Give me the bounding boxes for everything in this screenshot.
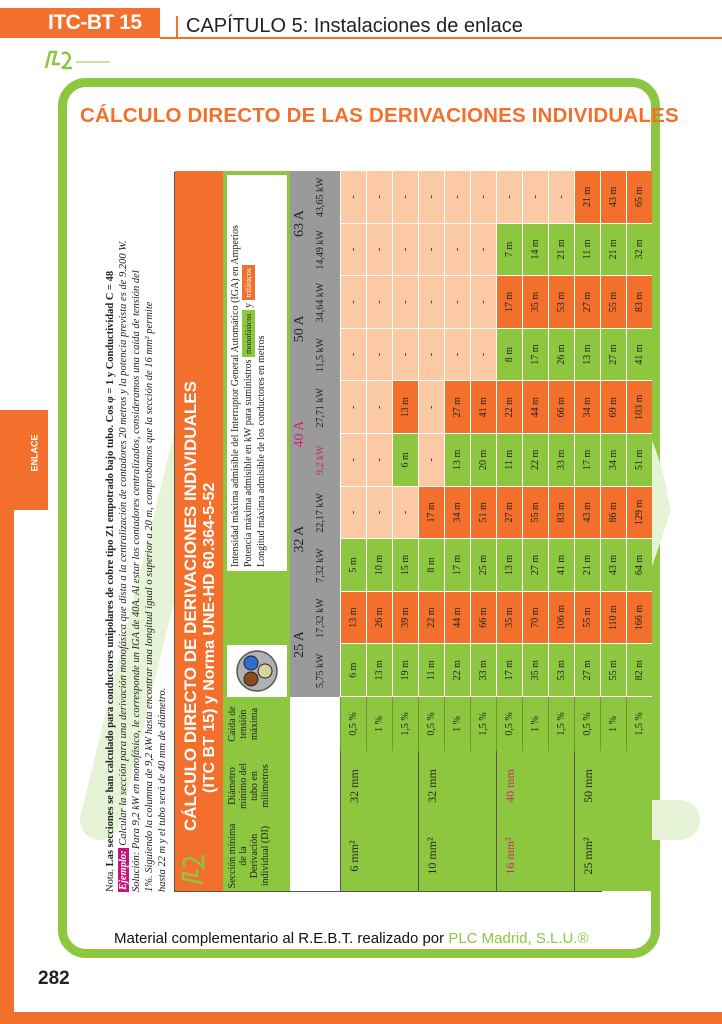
bottom-bar bbox=[0, 1012, 722, 1024]
length-cell: 55 m bbox=[522, 487, 548, 540]
length-cell: 13 m bbox=[366, 644, 392, 697]
length-cell: - bbox=[496, 171, 522, 224]
voltage-drop-cell: 1 % bbox=[366, 697, 392, 751]
length-cell: 64 m bbox=[626, 539, 652, 592]
length-cell: 19 m bbox=[392, 644, 418, 697]
length-cell: 17 m bbox=[496, 644, 522, 697]
length-cell: 13 m bbox=[496, 539, 522, 592]
length-cell: 22 m bbox=[496, 381, 522, 434]
length-cell: - bbox=[366, 224, 392, 277]
header-rule bbox=[160, 37, 722, 39]
voltage-drop-cell: 1 % bbox=[600, 697, 626, 751]
header-divider bbox=[176, 16, 178, 38]
length-cell: 11 m bbox=[496, 434, 522, 487]
desc-line-1: Intensidad máxima admisible del Interruptor General Automático (IGA) en Amperios bbox=[230, 225, 241, 567]
length-cell: 129 m bbox=[626, 487, 652, 540]
length-cell: 8 m bbox=[418, 539, 444, 592]
length-cell: 69 m bbox=[600, 381, 626, 434]
length-cell: - bbox=[392, 487, 418, 540]
length-cell: - bbox=[418, 171, 444, 224]
length-cell: - bbox=[366, 171, 392, 224]
length-cell: 82 m bbox=[626, 644, 652, 697]
solution-line-1: Solución: Para 9,2 kW en monofásico, le corresponde un IGA de 40A. Al estar los contadores centralizados, consideramos una caída de tensión del bbox=[131, 270, 142, 892]
length-cell: - bbox=[340, 224, 366, 277]
section-cell: 25 mm² bbox=[574, 821, 652, 891]
length-cell: - bbox=[470, 171, 496, 224]
length-cell: 34 m bbox=[444, 487, 470, 540]
chapter-title: CAPÍTULO 5: Instalaciones de enlace bbox=[186, 15, 523, 37]
length-cell: 15 m bbox=[392, 539, 418, 592]
length-cell: 32 m bbox=[626, 224, 652, 277]
length-cell: 27 m bbox=[444, 381, 470, 434]
length-cell: 55 m bbox=[600, 276, 626, 329]
power-header: 9,2 kW bbox=[315, 445, 326, 476]
power-header: 17,32 kW bbox=[315, 598, 326, 638]
table-logo-icon bbox=[181, 847, 205, 885]
amperage-header: 40 A bbox=[292, 420, 307, 448]
solution-line-2: 1%. Siguiendo la columna de 9,2 kW hasta encontrar una longitud igual o superior a 20 m, comprobamos que la sección de 16 mm² permite bbox=[144, 301, 155, 892]
voltage-drop-cell: 1,5 % bbox=[392, 697, 418, 751]
length-cell: - bbox=[366, 434, 392, 487]
page-number: 282 bbox=[38, 968, 70, 989]
note-text: Las secciones se han calculado para conductores unipolares de cobre tipo Z1 empotrado bajo tubo. Cos φ = 1 y Conductividad C = 48 bbox=[105, 270, 116, 867]
length-cell: 70 m bbox=[522, 592, 548, 645]
length-cell: - bbox=[392, 224, 418, 277]
length-cell: - bbox=[340, 381, 366, 434]
note-label: Nota. bbox=[105, 868, 116, 892]
length-cell: - bbox=[340, 329, 366, 382]
length-cell: 22 m bbox=[522, 434, 548, 487]
power-header: 34,64 kW bbox=[315, 282, 326, 323]
length-cell: 43 m bbox=[600, 171, 626, 224]
length-cell: 34 m bbox=[600, 434, 626, 487]
legend-and: y bbox=[243, 303, 254, 308]
note-line bbox=[104, 162, 117, 892]
length-cell: 166 m bbox=[626, 592, 652, 645]
length-cell: 17 m bbox=[496, 276, 522, 329]
power-header: 11,5 kW bbox=[315, 338, 326, 373]
length-cell: - bbox=[366, 381, 392, 434]
length-cell: - bbox=[470, 224, 496, 277]
power-header: 5,75 kW bbox=[315, 653, 326, 688]
side-strip bbox=[0, 510, 14, 1024]
footer-brand: PLC Madrid, S.L.U.® bbox=[448, 930, 589, 947]
length-cell: 25 m bbox=[470, 539, 496, 592]
chapter-code: ITC-BT 15 bbox=[48, 11, 142, 34]
length-cell: 53 m bbox=[548, 644, 574, 697]
section-side-tab bbox=[0, 410, 48, 510]
length-cell: - bbox=[418, 381, 444, 434]
length-cell: 106 m bbox=[548, 592, 574, 645]
length-cell: 86 m bbox=[600, 487, 626, 540]
footer-text: Material complementario al R.E.B.T. realizado por bbox=[114, 930, 449, 947]
length-cell: - bbox=[444, 329, 470, 382]
desc-line-2 bbox=[242, 179, 255, 567]
voltage-drop-cell: 0,5 % bbox=[418, 697, 444, 751]
length-cell: - bbox=[418, 329, 444, 382]
length-cell: 21 m bbox=[548, 224, 574, 277]
length-cell: 13 m bbox=[574, 329, 600, 382]
length-cell: 35 m bbox=[522, 644, 548, 697]
length-cell: - bbox=[522, 171, 548, 224]
length-cell: 26 m bbox=[548, 329, 574, 382]
length-cell: - bbox=[340, 171, 366, 224]
length-cell: - bbox=[366, 276, 392, 329]
footer-credit bbox=[114, 930, 589, 947]
voltage-drop-cell: 1 % bbox=[444, 697, 470, 751]
length-cell: 20 m bbox=[470, 434, 496, 487]
length-cell: - bbox=[340, 487, 366, 540]
length-cell: 83 m bbox=[548, 487, 574, 540]
length-cell: 11 m bbox=[574, 224, 600, 277]
length-cell: - bbox=[340, 434, 366, 487]
length-cell: - bbox=[444, 224, 470, 277]
length-cell: 17 m bbox=[418, 487, 444, 540]
length-cell: 13 m bbox=[392, 381, 418, 434]
amperage-row bbox=[290, 171, 312, 697]
length-cell: 33 m bbox=[470, 644, 496, 697]
section-cell: 16 mm² bbox=[496, 821, 574, 891]
chapter-code-tab bbox=[0, 8, 160, 38]
diameter-cell: 40 mm bbox=[496, 751, 574, 821]
example-line bbox=[117, 162, 130, 892]
length-cell: 27 m bbox=[522, 539, 548, 592]
length-cell: 33 m bbox=[548, 434, 574, 487]
length-cell: 26 m bbox=[366, 592, 392, 645]
example-text: Calcular la sección para una derivación monofásica que dista a la centralización de contadores 20 metros y la potencia prevista es de 9.200 W. bbox=[118, 240, 129, 846]
length-cell: - bbox=[548, 171, 574, 224]
diameter-cell: 50 mm bbox=[574, 751, 652, 821]
rotated-table-block bbox=[102, 154, 645, 904]
length-cell: 14 m bbox=[522, 224, 548, 277]
length-cell: 27 m bbox=[496, 487, 522, 540]
length-cell: 17 m bbox=[574, 434, 600, 487]
length-cell: 43 m bbox=[600, 539, 626, 592]
length-cell: 110 m bbox=[600, 592, 626, 645]
length-cell: - bbox=[392, 276, 418, 329]
length-cell: - bbox=[418, 224, 444, 277]
length-cell: 17 m bbox=[522, 329, 548, 382]
side-tab-label: ENLACE bbox=[29, 434, 40, 472]
power-header: 14,49 kW bbox=[315, 230, 326, 270]
voltage-drop-cell: 0,5 % bbox=[496, 697, 522, 751]
length-cell: 55 m bbox=[600, 644, 626, 697]
length-cell: 5 m bbox=[340, 539, 366, 592]
section-cell: 6 mm² bbox=[340, 821, 418, 891]
length-cell: 34 m bbox=[574, 381, 600, 434]
amperage-header: 32 A bbox=[292, 525, 307, 553]
legend-three-phase: trifásicos bbox=[242, 265, 255, 300]
legend-single-phase: monofásicos bbox=[242, 311, 255, 357]
length-cell: 65 m bbox=[626, 171, 652, 224]
power-header: 7,32 kW bbox=[315, 548, 326, 583]
voltage-drop-cell: 0,5 % bbox=[340, 697, 366, 751]
length-cell: 66 m bbox=[470, 592, 496, 645]
length-cell: 41 m bbox=[470, 381, 496, 434]
diameter-cell: 32 mm bbox=[340, 751, 418, 821]
length-cell: 22 m bbox=[418, 592, 444, 645]
length-cell: 55 m bbox=[574, 592, 600, 645]
length-cell: 13 m bbox=[444, 434, 470, 487]
derivations-table bbox=[174, 172, 645, 892]
cable-icon bbox=[227, 645, 287, 697]
amperage-header: 50 A bbox=[292, 315, 307, 343]
col-header-drop: Caída de tensión máxima bbox=[227, 706, 260, 742]
solution-line-3: hasta 22 m y el tubo será de 40 mm de diámetro. bbox=[157, 687, 168, 892]
length-cell: 39 m bbox=[392, 592, 418, 645]
power-row bbox=[312, 171, 340, 697]
voltage-drop-cell: 1 % bbox=[522, 697, 548, 751]
amperage-header: 25 A bbox=[292, 630, 307, 658]
length-cell: - bbox=[392, 329, 418, 382]
length-cell: 6 m bbox=[392, 434, 418, 487]
length-cell: 103 m bbox=[626, 381, 652, 434]
col-header-diameter: Diámetro mínimo del tubo en milímetros bbox=[227, 763, 271, 809]
table-description bbox=[227, 175, 287, 571]
length-cell: 44 m bbox=[444, 592, 470, 645]
length-cell: 35 m bbox=[496, 592, 522, 645]
length-cell: 11 m bbox=[418, 644, 444, 697]
length-cell: 35 m bbox=[522, 276, 548, 329]
voltage-drop-cell: 1,5 % bbox=[548, 697, 574, 751]
page-title: CÁLCULO DIRECTO DE LAS DERIVACIONES INDIVIDUALES bbox=[80, 104, 679, 127]
length-cell: - bbox=[418, 434, 444, 487]
length-cell: 27 m bbox=[574, 644, 600, 697]
length-cell: 6 m bbox=[340, 644, 366, 697]
voltage-drop-cell: 0,5 % bbox=[574, 697, 600, 751]
power-header: 27,71 kW bbox=[315, 387, 326, 428]
length-cell: 53 m bbox=[548, 276, 574, 329]
length-cell: - bbox=[444, 171, 470, 224]
desc-line-3: Longitud máxima admisible de los conductores en metros bbox=[256, 335, 267, 567]
length-cell: 21 m bbox=[600, 224, 626, 277]
length-cell: 13 m bbox=[340, 592, 366, 645]
length-cell: 41 m bbox=[626, 329, 652, 382]
length-cell: 51 m bbox=[470, 487, 496, 540]
desc-line-2-text: Potencia máxima admisible en kW para suministros bbox=[243, 359, 254, 567]
length-cell: - bbox=[418, 276, 444, 329]
power-header: 22,17 kW bbox=[315, 493, 326, 533]
length-cell: - bbox=[444, 276, 470, 329]
length-cell: 27 m bbox=[600, 329, 626, 382]
amperage-header: 63 A bbox=[292, 210, 307, 238]
length-cell: 83 m bbox=[626, 276, 652, 329]
length-cell: - bbox=[366, 487, 392, 540]
diameter-cell: 32 mm bbox=[418, 751, 496, 821]
length-cell: - bbox=[470, 276, 496, 329]
length-cell: - bbox=[366, 329, 392, 382]
length-cell: 27 m bbox=[574, 276, 600, 329]
length-cell: - bbox=[340, 276, 366, 329]
length-cell: 22 m bbox=[444, 644, 470, 697]
example-badge: Ejemplo: bbox=[118, 850, 129, 890]
length-cell: - bbox=[392, 171, 418, 224]
length-cell: - bbox=[470, 329, 496, 382]
table-subtitle: (ITC BT 15) y Norma UNE-HD 60.364-5-52 bbox=[201, 482, 218, 793]
length-cell: 66 m bbox=[548, 381, 574, 434]
length-cell: 51 m bbox=[626, 434, 652, 487]
length-cell: 21 m bbox=[574, 171, 600, 224]
power-header: 43,65 kW bbox=[315, 177, 326, 218]
length-cell: 10 m bbox=[366, 539, 392, 592]
plc-logo-icon bbox=[44, 50, 114, 70]
length-cell: 8 m bbox=[496, 329, 522, 382]
length-cell: 7 m bbox=[496, 224, 522, 277]
table-title: CÁLCULO DIRECTO DE DERIVACIONES INDIVIDUALES bbox=[181, 381, 200, 831]
notes-block bbox=[104, 162, 169, 892]
col-header-section: Sección mínima de la Derivación individual (DI) bbox=[227, 823, 271, 889]
length-cell: 21 m bbox=[574, 539, 600, 592]
voltage-drop-cell: 1,5 % bbox=[470, 697, 496, 751]
voltage-drop-cell: 1,5 % bbox=[626, 697, 652, 751]
length-cell: 44 m bbox=[522, 381, 548, 434]
section-cell: 10 mm² bbox=[418, 821, 496, 891]
length-cell: 43 m bbox=[574, 487, 600, 540]
length-cell: 17 m bbox=[444, 539, 470, 592]
length-cell: 41 m bbox=[548, 539, 574, 592]
